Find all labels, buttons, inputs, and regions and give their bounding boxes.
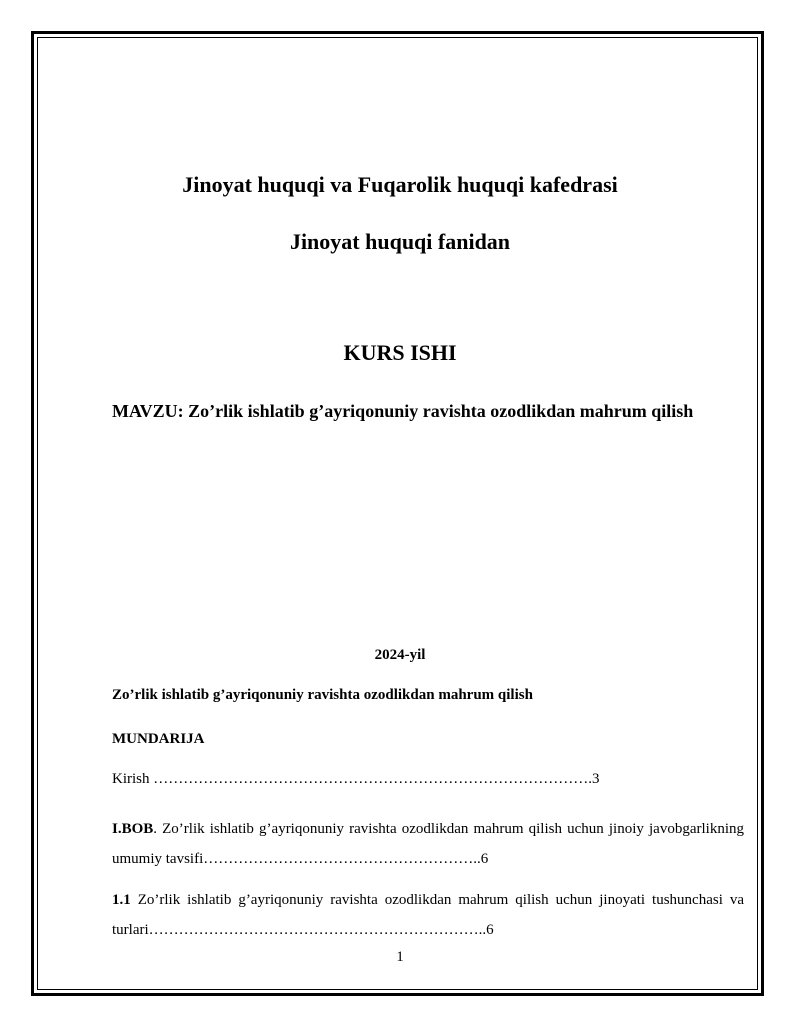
department-heading: Jinoyat huquqi va Fuqarolik huquqi kafedrasi bbox=[182, 172, 618, 197]
topic-text: Zo’rlik ishlatib g’ayriqonuniy ravishta ozodlikdan mahrum qilish bbox=[188, 401, 694, 421]
topic-line bbox=[112, 394, 744, 429]
toc-entry-number: 1.1 bbox=[112, 892, 131, 908]
toc-entry-chapter-1 bbox=[112, 814, 744, 874]
topic-label: MAVZU: bbox=[112, 401, 184, 421]
page-number: 1 bbox=[396, 949, 404, 965]
toc-entry-text: . Zo’rlik ishlatib g’ayriqonuniy ravishta ozodlikdan mahrum qilish uchun jinoiy javobgarlikning umumiy tavsifi………………………………………………..6 bbox=[112, 821, 744, 867]
subject-heading: Jinoyat huquqi fanidan bbox=[289, 229, 511, 254]
toc-entry-introduction: Kirish …………………………………………………………………………….3 bbox=[112, 771, 600, 787]
work-type-title: KURS ISHI bbox=[343, 340, 457, 365]
toc-entry-text: Zo’rlik ishlatib g’ayriqonuniy ravishta ozodlikdan mahrum qilish uchun jinoyati tushunchasi va turlari…………………………………………………………..6 bbox=[112, 892, 744, 938]
contents-heading: MUNDARIJA bbox=[112, 731, 205, 747]
topic-repeat: Zo’rlik ishlatib g’ayriqonuniy ravishta ozodlikdan mahrum qilish bbox=[112, 687, 533, 703]
toc-entry-section-1-1 bbox=[112, 885, 744, 945]
toc-entry-number: I.BOB bbox=[112, 821, 154, 837]
year-label: 2024-yil bbox=[374, 647, 426, 663]
